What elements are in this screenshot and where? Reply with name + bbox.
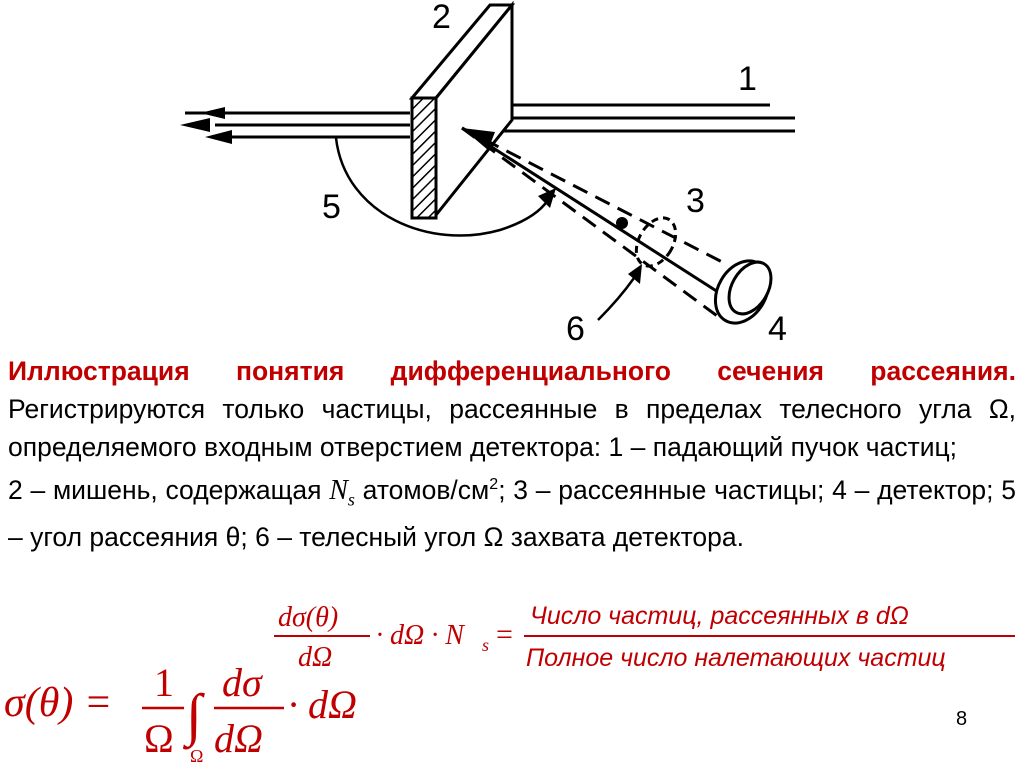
page-number: 8: [956, 708, 968, 730]
label-target: 2: [432, 0, 451, 36]
f1-denominator: dΩ: [298, 642, 333, 673]
f2-domega: dΩ: [214, 716, 263, 761]
f2-lhs: σ(θ) =: [4, 680, 113, 726]
figure-caption: [8, 352, 1016, 556]
caption-line2-unit: атомов/см: [354, 474, 490, 505]
caption-line2-pre: 2 – мишень, содержащая: [8, 474, 330, 505]
label-angle: 5: [322, 188, 341, 226]
f1-sub: s: [482, 635, 490, 655]
caption-line1: Регистрируются только частицы, рассеянные в пределах телесного угла Ω, определяемого входным отверстием детектора: 1 – падающий пучок частиц;: [8, 394, 1016, 462]
caption-line2-post: ; 3 – рассеянные частицы; 4 – детектор; 5 – угол рассеяния θ; 6 – телесный угол Ω захвата детектора.: [8, 474, 1017, 553]
f2-integral: ∫: [186, 682, 202, 747]
f2-tail: · dΩ: [288, 682, 357, 727]
f1-rhs-denominator: Полное число налетающих частиц: [526, 644, 946, 672]
formula-total-cross-section: [4, 658, 384, 766]
label-scattered: 3: [686, 182, 705, 220]
f1-numerator: dσ(θ): [278, 602, 339, 633]
scattered-cone: [462, 128, 728, 318]
target-plate: [412, 5, 512, 218]
label-beam: 1: [738, 60, 757, 98]
f2-one: 1: [154, 660, 174, 705]
transmitted-beam: [180, 107, 410, 144]
f1-rhs-numerator: Число частиц, рассеянных в dΩ: [530, 602, 909, 630]
f2-integral-sub: Ω: [190, 746, 204, 766]
f2-omega: Ω: [144, 716, 174, 761]
label-detector: 4: [768, 310, 787, 348]
unit-exponent: 2: [489, 476, 499, 493]
caption-second-paragraph: [8, 466, 1016, 556]
solid-angle-pointer: [598, 264, 642, 320]
f1-equals: =: [496, 618, 513, 651]
ns-symbol: $N_s$: [329, 474, 355, 510]
f1-middle: · dΩ · N: [376, 620, 464, 651]
caption-title: Иллюстрация понятия дифференциального сечения рассеяния.: [8, 356, 1016, 386]
caption-first-paragraph: [8, 352, 1016, 466]
f2-dsigma: dσ: [222, 660, 262, 705]
scattering-diagram: [0, 0, 1024, 350]
label-solid-angle: 6: [566, 310, 585, 348]
